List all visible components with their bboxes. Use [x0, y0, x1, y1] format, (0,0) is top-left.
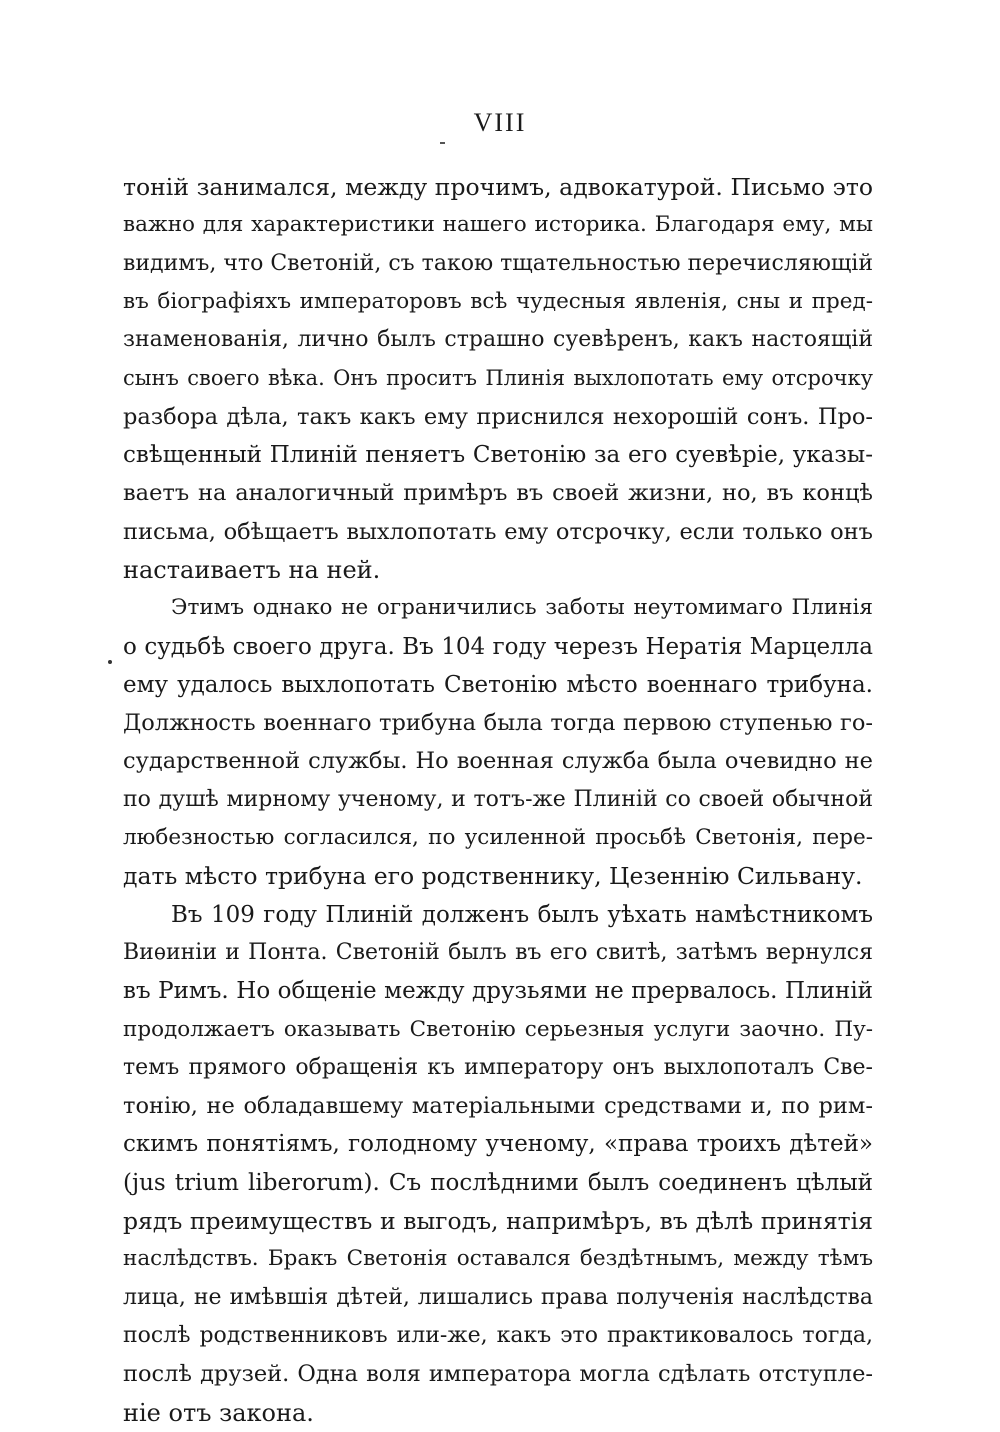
text-line: въ біографіяхъ императоровъ всѣ чудесныя явленія, сны и пред-: [123, 288, 873, 314]
text-line: скимъ понятіямъ, голодному ученому, «права троихъ дѣтей»: [123, 1131, 873, 1158]
text-line: продолжаетъ оказывать Светонію серьезныя услуги заочно. Пу-: [123, 1016, 873, 1042]
text-line: (jus trium liberorum). Съ послѣдними былъ соединенъ цѣлый: [123, 1169, 873, 1196]
text-line: тонію, не обладавшему матеріальными средствами и, по рим-: [123, 1093, 873, 1120]
text-line: свѣщенный Плиній пеняетъ Светонію за его суевѣріе, указы-: [123, 442, 873, 469]
text-line: о судьбѣ своего друга. Въ 104 году черезъ Нератія Марцелла: [123, 633, 873, 660]
text-line: разбора дѣла, такъ какъ ему приснился нехорошій сонъ. Про-: [123, 403, 873, 430]
text-line: лица, не имѣвшія дѣтей, лишались права полученія наслѣдства: [123, 1284, 873, 1310]
text-line: знаменованія, лично былъ страшно суевѣренъ, какъ настоящій: [123, 327, 873, 353]
text-line: рядъ преимуществъ и выгодъ, напримѣръ, въ дѣлѣ принятія: [123, 1207, 873, 1236]
text-line: Въ 109 году Плиній долженъ былъ уѣхать намѣстникомъ: [171, 901, 873, 928]
text-line: сударственной службы. Но военная служба была очевидно не: [123, 748, 873, 775]
text-line: ему удалось выхлопотать Светонію мѣсто военнаго трибуна.: [123, 671, 873, 698]
text-line: темъ прямого обращенія къ императору онъ выхлопоталъ Све-: [123, 1054, 873, 1080]
text-line: послѣ родственниковъ или-же, какъ это практиковалось тогда,: [123, 1322, 873, 1348]
text-line: ніе отъ закона.: [123, 1398, 314, 1427]
text-line: письма, обѣщаетъ выхлопотать ему отсрочку, если только онъ: [123, 518, 873, 545]
text-line: тоній занимался, между прочимъ, адвокатурой. Письмо это: [123, 173, 873, 201]
text-line: видимъ, что Светоній, съ такою тщательностью перечисляющій: [123, 250, 873, 276]
text-line: дать мѣсто трибуна его родственнику, Цезеннію Сильвану.: [123, 862, 863, 891]
page-number: VIII: [473, 108, 527, 137]
text-line: въ Римъ. Но общеніе между друзьями не прервалось. Плиній: [123, 978, 873, 1005]
text-line: Должность военнаго трибуна была тогда первою ступенью го-: [123, 710, 873, 737]
body-text: [123, 168, 873, 1432]
text-line: любезностью согласился, по усиленной просьбѣ Светонія, пере-: [123, 825, 873, 851]
text-line: Виѳиніи и Понта. Светоній былъ въ его свитѣ, затѣмъ вернулся: [123, 939, 873, 965]
text-line: сынъ своего вѣка. Онъ проситъ Плинія выхлопотать ему отсрочку: [123, 366, 873, 391]
text-line: настаиваетъ на ней.: [123, 555, 381, 584]
text-line: по душѣ мирному ученому, и тотъ-же Плиній со своей обычной: [123, 786, 873, 812]
text-line: послѣ друзей. Одна воля императора могла сдѣлать отступле-: [123, 1361, 873, 1388]
print-speck: [440, 142, 445, 144]
text-line: важно для характеристики нашего историка. Благодаря ему, мы: [123, 212, 873, 238]
text-line: ваетъ на аналогичный примѣръ въ своей жизни, но, въ концѣ: [123, 480, 873, 507]
text-line: наслѣдствъ. Бракъ Светонія оставался бездѣтнымъ, между тѣмъ: [123, 1246, 873, 1272]
margin-mark: [108, 660, 112, 664]
text-line: Этимъ однако не ограничились заботы неутомимаго Плинія: [171, 595, 873, 621]
